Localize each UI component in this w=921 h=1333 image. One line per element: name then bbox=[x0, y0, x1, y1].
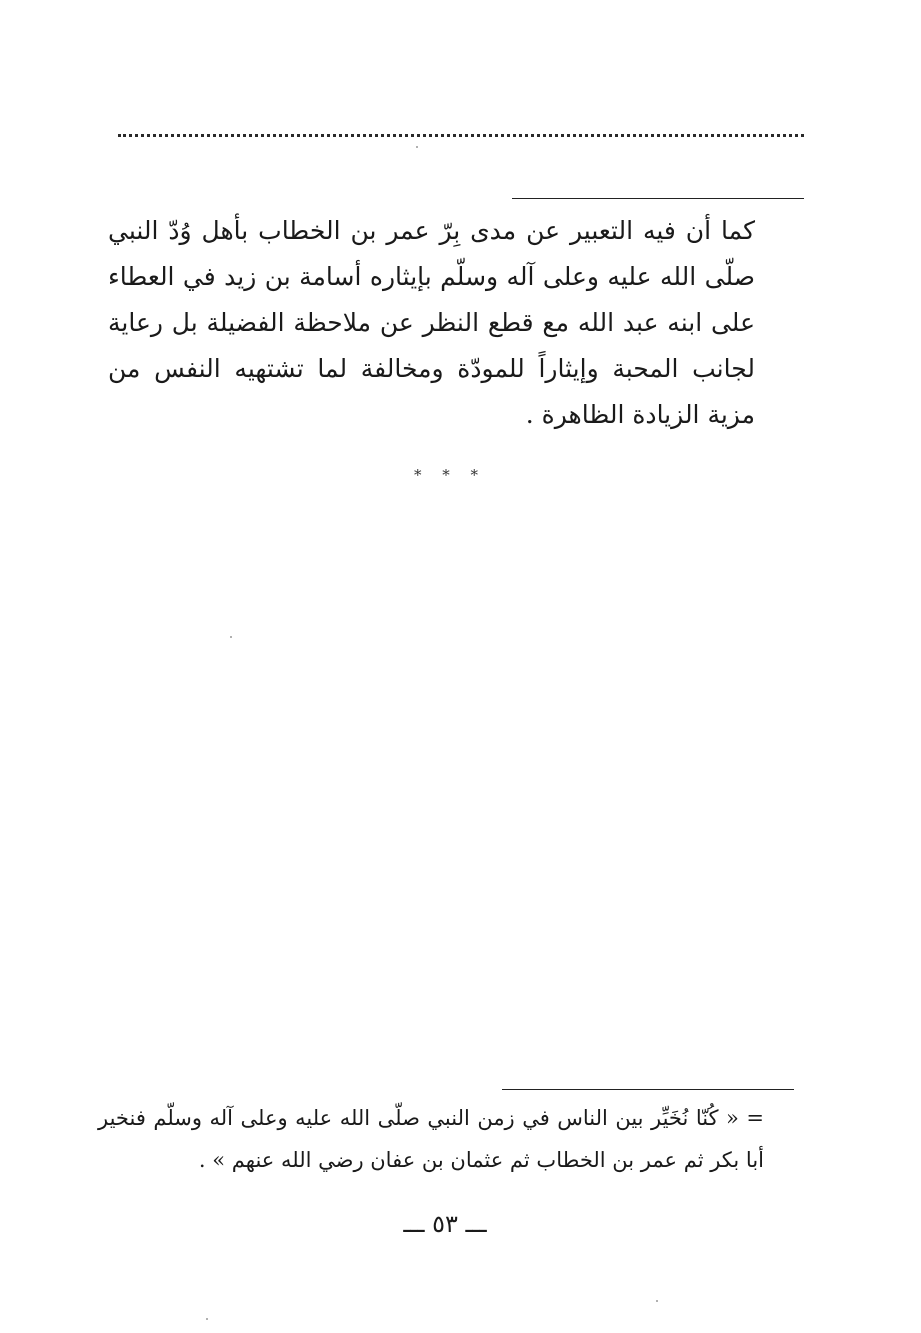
main-text-block bbox=[108, 208, 755, 438]
top-dotted-rule bbox=[118, 134, 804, 137]
footnote-block bbox=[98, 1097, 764, 1181]
scan-speck bbox=[416, 146, 418, 148]
page-number: ـــ ٥٣ ـــ bbox=[403, 1210, 487, 1238]
section-separator: * * * bbox=[413, 466, 487, 484]
scan-speck bbox=[230, 636, 232, 638]
scan-speck bbox=[656, 1300, 658, 1302]
scan-speck bbox=[206, 1318, 208, 1320]
footnote-text: = « كُنّا نُخَيِّر بين الناس في زمن النبي صلّى الله عليه وعلى آله وسلّم فنخير أبا بكر ثم عمر بن الخطاب ثم عثمان بن عفان رضي الله عنهم » . bbox=[98, 1106, 764, 1172]
top-separator-rule bbox=[512, 198, 804, 199]
footnote-rule bbox=[502, 1089, 794, 1090]
main-paragraph: كما أن فيه التعبير عن مدى بِرّ عمر بن الخطاب بأهل وُدّ النبي صلّى الله عليه وعلى آله وسلّم بإيثاره أسامة بن زيد في العطاء على ابنه عبد الله مع قطع النظر عن ملاحظة الفضيلة بل رعاية لجانب المحبة وإيثاراً للمودّة ومخالفة لما تشتهيه النفس من مزية الزيادة الظاهرة . bbox=[108, 216, 755, 429]
